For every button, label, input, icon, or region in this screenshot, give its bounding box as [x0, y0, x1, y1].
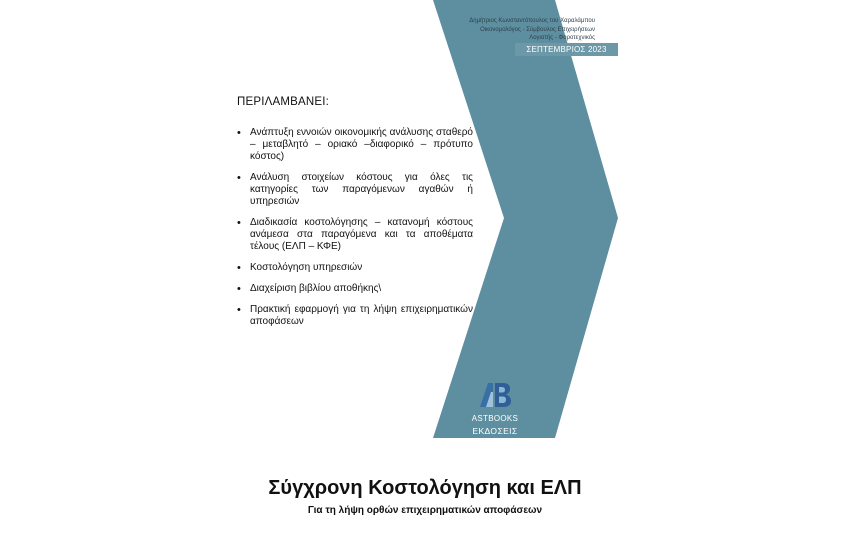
author-name: Δημήτριος Κωνσταντόπουλος του Χαραλάμπου [469, 18, 595, 24]
date-band: ΣΕΠΤΕΜΒΡΙΟΣ 2023 [515, 43, 618, 56]
author-profession: Οικονομολόγος - Σύμβουλος Επιχειρήσεων [480, 26, 595, 33]
astbooks-logo-icon [478, 382, 512, 408]
book-title: Σύγχρονη Κοστολόγηση και ΕΛΠ [268, 477, 582, 499]
list-item: • Διαχείριση βιβλίου αποθήκης\ [237, 283, 473, 295]
list-item: • Κοστολόγηση υπηρεσιών [237, 262, 473, 274]
author-block [230, 17, 595, 43]
content-list [237, 127, 473, 337]
list-item: • Ανάλυση στοιχείων κόστους για όλες τις κατηγορίες των παραγόμενων αγαθών ή υπηρεσιών [237, 172, 473, 208]
list-item: • Διαδικασία κοστολόγησης – κατανομή κόστους ανάμεσα στα παραγόμενα και τα αποθέματα τέλους (ΕΛΠ – ΚΦΕ) [237, 217, 473, 253]
book-subtitle: Για τη λήψη ορθών επιχειρηματικών αποφάσεων [307, 505, 543, 516]
list-item: • Ανάπτυξη εννοιών οικονομικής ανάλυσης σταθερό – μεταβλητό – οριακό –διαφορικό – πρότυπο κόστος) [237, 127, 473, 163]
publisher-label: ΕΚΔΟΣΕΙΣ [472, 426, 518, 436]
publisher-brand: ASTBOOKS [471, 414, 519, 423]
includes-heading: ΠΕΡΙΛΑΜΒΑΝΕΙ: [237, 96, 330, 108]
publisher-logo [465, 382, 525, 436]
author-title: Λογιστής - Φοροτεχνικός [529, 35, 595, 41]
list-item: • Πρακτική εφαρμογή για τη λήψη επιχειρηματικών αποφάσεων [237, 304, 473, 328]
